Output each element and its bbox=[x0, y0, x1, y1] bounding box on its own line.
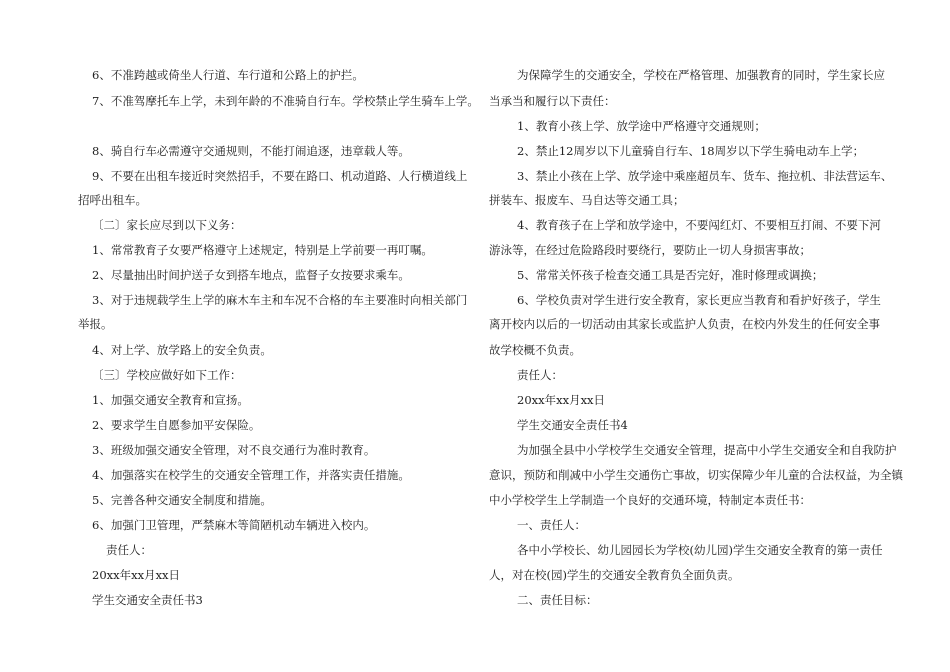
paragraph-line: 3、对于违规载学生上学的麻木车主和车况不合格的车主要准时向相关部门 bbox=[92, 293, 468, 307]
paragraph-line: 3、禁止小孩在上学、放学途中乘座超员车、货车、拖拉机、非法营运车、 bbox=[517, 169, 893, 183]
date-line: 20xx年xx月xx日 bbox=[517, 393, 606, 407]
paragraph-line: 8、骑自行车必需遵守交通规则，不能打闹追逐，违章载人等。 bbox=[92, 144, 410, 158]
section-heading: 〔二〕家长应尽到以下义务： bbox=[92, 218, 242, 232]
paragraph-line: 7、不准驾摩托车上学，未到年龄的不准骑自行车。学校禁止学生骑车上学。 bbox=[92, 94, 479, 108]
section-heading: 〔三〕学校应做好如下工作： bbox=[92, 368, 242, 382]
paragraph-line: 2、尽量抽出时间护送子女到搭车地点，监督子女按要求乘车。 bbox=[92, 268, 410, 282]
paragraph-line: 游泳等，在经过危险路段时要绕行，要防止一切人身损害事故； bbox=[489, 243, 811, 257]
paragraph-line: 各中小学校长、幼儿园园长为学校(幼儿园)学生交通安全教育的第一责任 bbox=[517, 543, 883, 557]
document-title: 学生交通安全责任书4 bbox=[517, 418, 628, 432]
paragraph-line: 故学校概不负责。 bbox=[489, 343, 581, 357]
paragraph-line: 人，对在校(园)学生的交通安全教育负全面负责。 bbox=[489, 568, 740, 582]
paragraph-line: 为加强全县中小学校学生交通安全管理，提高中小学生交通安全和自我防护 bbox=[517, 443, 897, 457]
document-title: 学生交通安全责任书3 bbox=[92, 593, 203, 607]
paragraph-line: 离开校内以后的一切活动由其家长或监护人负责，在校内外发生的任何安全事 bbox=[489, 317, 880, 331]
paragraph-line: 2、禁止12周岁以下儿童骑自行车、18周岁以下学生骑电动车上学； bbox=[517, 144, 865, 158]
paragraph-line: 5、常常关怀孩子检查交通工具是否完好，准时修理或调换； bbox=[517, 268, 824, 282]
paragraph-line: 意识，预防和削减中小学生交通伤亡事故，切实保障少年儿童的合法权益，为全镇 bbox=[489, 468, 903, 482]
paragraph-line: 1、常常教育子女要严格遵守上述规定，特别是上学前要一再叮嘱。 bbox=[92, 243, 433, 257]
paragraph-line: 1、教育小孩上学、放学途中严格遵守交通规则； bbox=[517, 119, 766, 133]
paragraph-line: 6、不准跨越或倚坐人行道、车行道和公路上的护拦。 bbox=[92, 68, 364, 82]
paragraph-line: 1、加强交通安全教育和宣扬。 bbox=[92, 393, 249, 407]
paragraph-line: 中小学校学生上学制造一个良好的交通环境，特制定本责任书： bbox=[489, 493, 811, 507]
paragraph-line: 6、学校负责对学生进行安全教育，家长更应当教育和看护好孩子，学生 bbox=[517, 293, 881, 307]
paragraph-line: 4、加强落实在校学生的交通安全管理工作，并落实责任措施。 bbox=[92, 468, 410, 482]
paragraph-line: 6、加强门卫管理，严禁麻木等简陋机动车辆进入校内。 bbox=[92, 518, 376, 532]
paragraph-line: 2、要求学生自愿参加平安保险。 bbox=[92, 418, 261, 432]
paragraph-line: 拼装车、报废车、马自达等交通工具； bbox=[489, 193, 685, 207]
date-line: 20xx年xx月xx日 bbox=[92, 568, 181, 582]
paragraph-line: 招呼出租车。 bbox=[78, 193, 147, 207]
section-heading: 二、责任目标： bbox=[517, 593, 598, 607]
signature-label: 责任人： bbox=[517, 368, 563, 382]
paragraph-line: 举报。 bbox=[78, 317, 113, 331]
paragraph-line: 5、完善各种交通安全制度和措施。 bbox=[92, 493, 272, 507]
paragraph-line: 为保障学生的交通安全，学校在严格管理、加强教育的同时，学生家长应 bbox=[517, 68, 885, 82]
paragraph-line: 4、教育孩子在上学和放学途中，不要闯红灯、不要相互打闹、不要下河 bbox=[517, 218, 881, 232]
paragraph-line: 4、对上学、放学路上的安全负责。 bbox=[92, 343, 272, 357]
signature-label: 责任人： bbox=[106, 543, 152, 557]
paragraph-line: 9、不要在出租车接近时突然招手，不要在路口、机动道路、人行横道线上 bbox=[92, 169, 468, 183]
section-heading: 一、责任人： bbox=[517, 518, 586, 532]
paragraph-line: 3、班级加强交通安全管理，对不良交通行为准时教育。 bbox=[92, 443, 376, 457]
paragraph-line: 当承当和履行以下责任： bbox=[489, 94, 616, 108]
